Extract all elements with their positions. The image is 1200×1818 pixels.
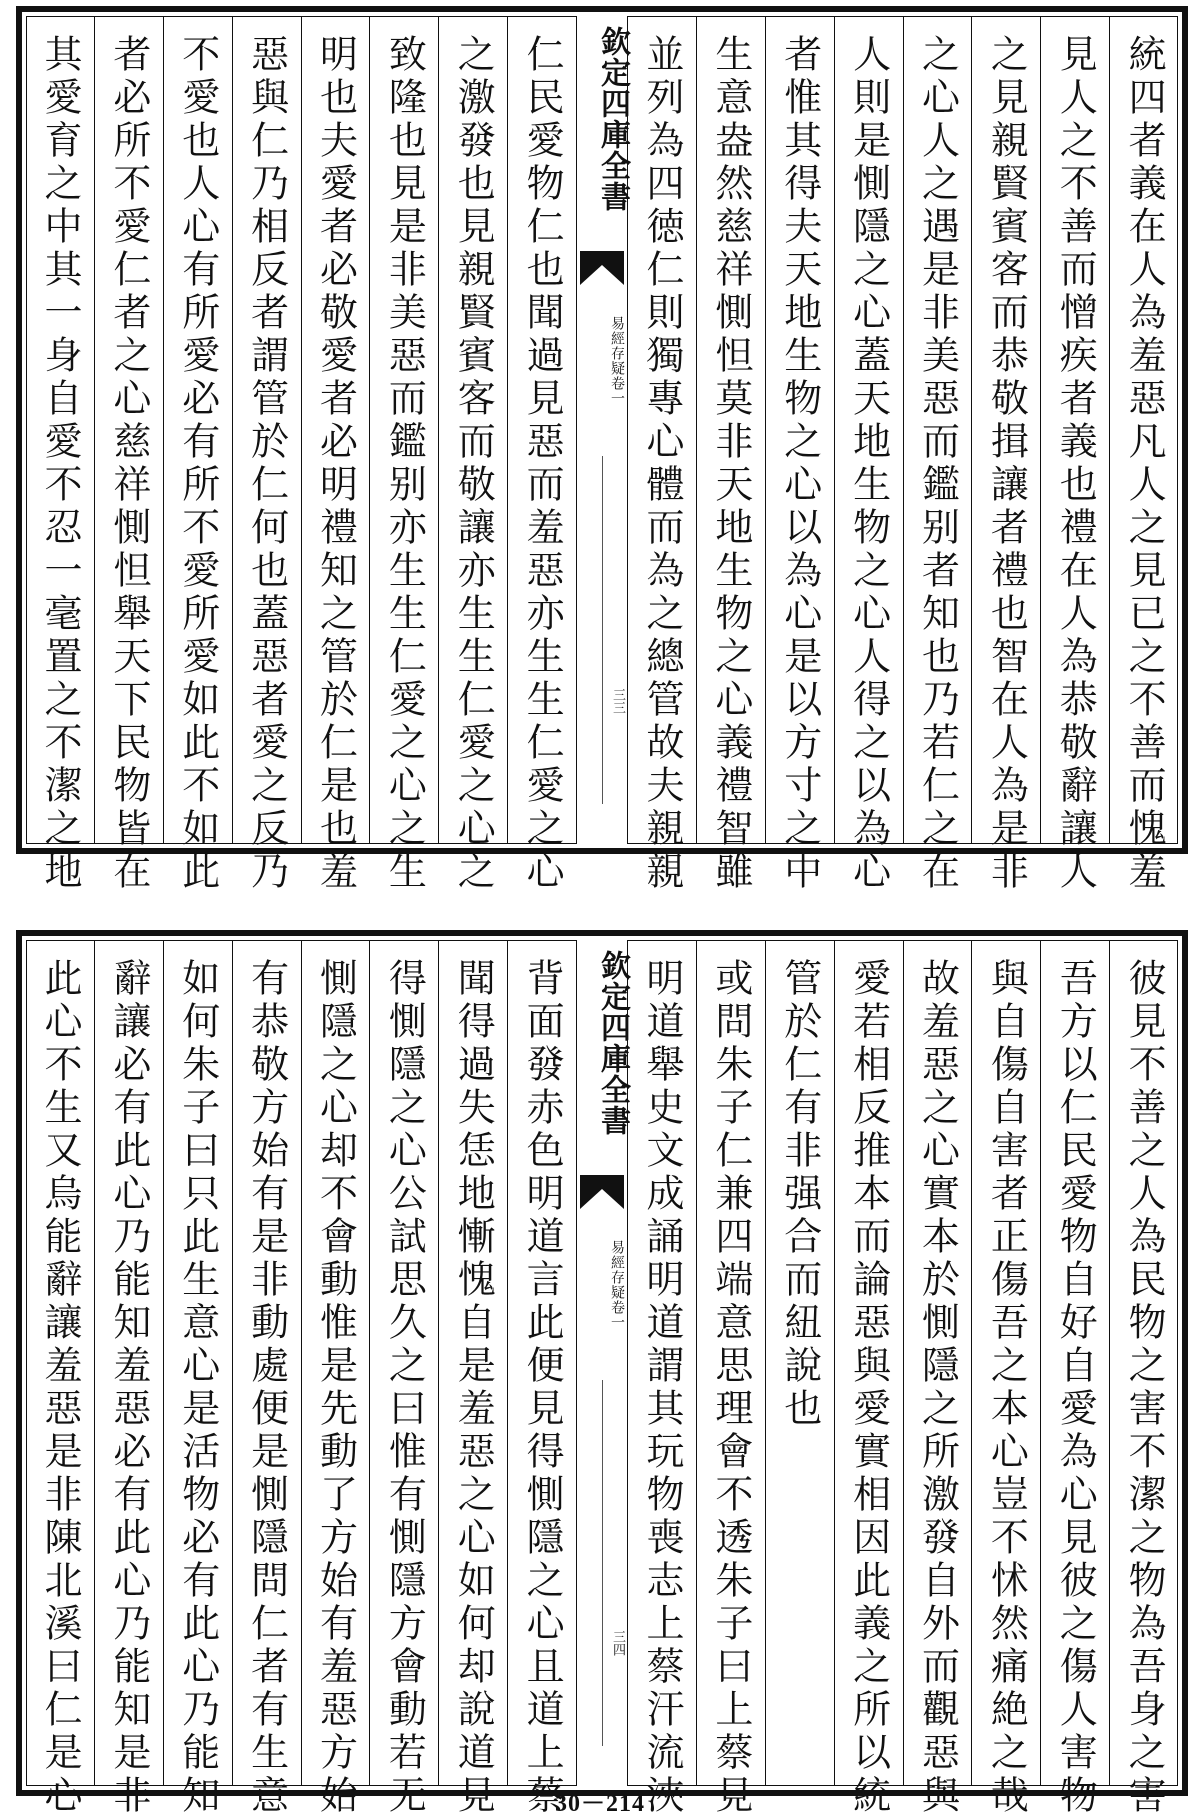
text-column bbox=[971, 16, 1040, 894]
center-fold-column bbox=[576, 16, 630, 844]
column-text: 不愛也人心有所愛必有所不愛所愛如此不如此 bbox=[175, 34, 220, 894]
book-series-title: 欽定四庫全書 bbox=[595, 950, 630, 1136]
book-name: 易經存疑 bbox=[609, 316, 625, 376]
text-column bbox=[369, 16, 438, 894]
text-column bbox=[438, 940, 507, 1818]
text-column bbox=[438, 16, 507, 894]
column-text: 故羞惡之心實本於惻隱之所激發自外而觀惡與 bbox=[915, 958, 960, 1818]
text-column bbox=[26, 940, 94, 1818]
page-number: 30－214 bbox=[555, 1791, 645, 1817]
column-text: 此心不生又烏能辭讓羞惡是非陳北溪曰仁是心 bbox=[37, 958, 82, 1818]
column-text: 之心人之遇是非美惡而鑑别者知也乃若仁之在 bbox=[915, 34, 960, 894]
column-text: 之見親賢賓客而恭敬揖讓者禮也智在人為是非 bbox=[984, 34, 1029, 894]
column-text: 之激發也見親賢賓客而敬讓亦生生仁愛之心之 bbox=[451, 34, 496, 894]
text-column bbox=[301, 16, 370, 894]
column-text: 其愛育之中其一身自愛不忍一毫置之不潔之地 bbox=[37, 34, 82, 894]
column-text: 背面發赤色明道言此便見得惻隱之心且道上蔡 bbox=[520, 958, 565, 1818]
book-series-title: 欽定四庫全書 bbox=[595, 26, 630, 212]
text-column bbox=[163, 940, 232, 1818]
text-column bbox=[1109, 16, 1178, 894]
book-name: 易經存疑 bbox=[609, 1240, 625, 1300]
column-text: 統四者義在人為羞惡凡人之見已之不善而愧羞 bbox=[1122, 34, 1167, 894]
text-column bbox=[765, 940, 834, 1786]
book-title bbox=[579, 316, 625, 406]
text-column bbox=[971, 940, 1040, 1818]
column-text: 人則是惻隱之心蓋天地生物之心人得之以為心 bbox=[846, 34, 891, 894]
text-column bbox=[232, 16, 301, 894]
text-column bbox=[696, 940, 765, 1818]
column-text: 明也夫愛者必敬愛者必明禮知之管於仁是也羞 bbox=[313, 34, 358, 894]
text-column bbox=[1109, 940, 1178, 1818]
column-text: 聞得過失恁地慚愧自是羞惡之心如何却說道見 bbox=[451, 958, 496, 1818]
text-column bbox=[507, 16, 576, 894]
text-column bbox=[627, 16, 696, 894]
text-column bbox=[163, 16, 232, 894]
text-column bbox=[1040, 16, 1109, 894]
text-column bbox=[301, 940, 370, 1818]
column-text: 見人之不善而憎疾者義也禮在人為恭敬辭讓人 bbox=[1053, 34, 1098, 894]
fishtail-mark-icon bbox=[580, 251, 624, 285]
top-page bbox=[16, 6, 1188, 894]
column-text: 管於仁有非强合而紐說也 bbox=[777, 958, 822, 1431]
column-text: 如何朱子曰只此生意心是活物必有此心乃能知 bbox=[175, 958, 220, 1818]
column-text: 惡與仁乃相反者謂管於仁何也蓋惡者愛之反乃 bbox=[244, 34, 289, 894]
column-text: 並列為四徳仁則獨專心體而為之總管故夫親親 bbox=[639, 34, 684, 894]
leaf-number: 三三 bbox=[610, 688, 625, 714]
text-column bbox=[94, 16, 163, 894]
text-column bbox=[94, 940, 163, 1818]
fishtail-mark-icon bbox=[580, 1175, 624, 1209]
column-text: 生意盎然慈祥惻怛莫非天地生物之心義禮智雖 bbox=[708, 34, 753, 894]
leaf-number: 三四 bbox=[610, 1630, 625, 1656]
text-column bbox=[834, 16, 903, 894]
column-text: 有恭敬方始有是非動處便是惻隱問仁者有生意 bbox=[244, 958, 289, 1818]
column-text: 與自傷自害者正傷吾之本心豈不怵然痛絶之哉 bbox=[984, 958, 1029, 1818]
column-text: 彼見不善之人為民物之害不潔之物為吾身之害 bbox=[1122, 958, 1167, 1818]
text-column bbox=[627, 940, 696, 1818]
top-page-columns bbox=[26, 16, 1178, 894]
column-text: 致隆也見是非美惡而鑑别亦生生仁愛之心之生 bbox=[382, 34, 427, 894]
column-text: 愛若相反推本而論惡與愛實相因此義之所以統 bbox=[846, 958, 891, 1818]
column-text: 或問朱子仁兼四端意思理會不透朱子曰上蔡見 bbox=[708, 958, 753, 1818]
volume-label: 卷一 bbox=[609, 1300, 625, 1330]
column-text: 得惻隱之心公試思久之曰惟有惻隱方會動若无 bbox=[382, 958, 427, 1818]
text-column bbox=[834, 940, 903, 1818]
text-column bbox=[903, 16, 972, 894]
text-column bbox=[26, 16, 94, 894]
column-text: 明道舉史文成誦明道謂其玩物喪志上蔡汗流浹 bbox=[639, 958, 684, 1818]
text-column bbox=[369, 940, 438, 1818]
column-text: 者必所不愛仁者之心慈祥惻怛舉天下民物皆在 bbox=[106, 34, 151, 894]
column-text: 吾方以仁民愛物自好自愛為心見彼之傷人害物 bbox=[1053, 958, 1098, 1818]
text-column bbox=[765, 16, 834, 894]
text-column bbox=[1040, 940, 1109, 1818]
book-title bbox=[579, 1240, 625, 1330]
text-column bbox=[696, 16, 765, 894]
column-text: 者惟其得夫天地生物之心以為心是以方寸之中 bbox=[777, 34, 822, 894]
center-fold-column bbox=[576, 940, 630, 1786]
text-column bbox=[507, 940, 576, 1818]
column-text: 辭讓必有此心乃能知羞惡必有此心乃能知是非 bbox=[106, 958, 151, 1818]
column-text: 仁民愛物仁也聞過見惡而羞惡亦生生仁愛之心 bbox=[520, 34, 565, 894]
fold-line bbox=[602, 1380, 603, 1746]
column-text: 惻隱之心却不會動惟是先動了方始有羞惡方始 bbox=[313, 958, 358, 1818]
text-column bbox=[232, 940, 301, 1818]
volume-label: 卷一 bbox=[609, 376, 625, 406]
text-column bbox=[903, 940, 972, 1818]
fold-line bbox=[602, 456, 603, 804]
